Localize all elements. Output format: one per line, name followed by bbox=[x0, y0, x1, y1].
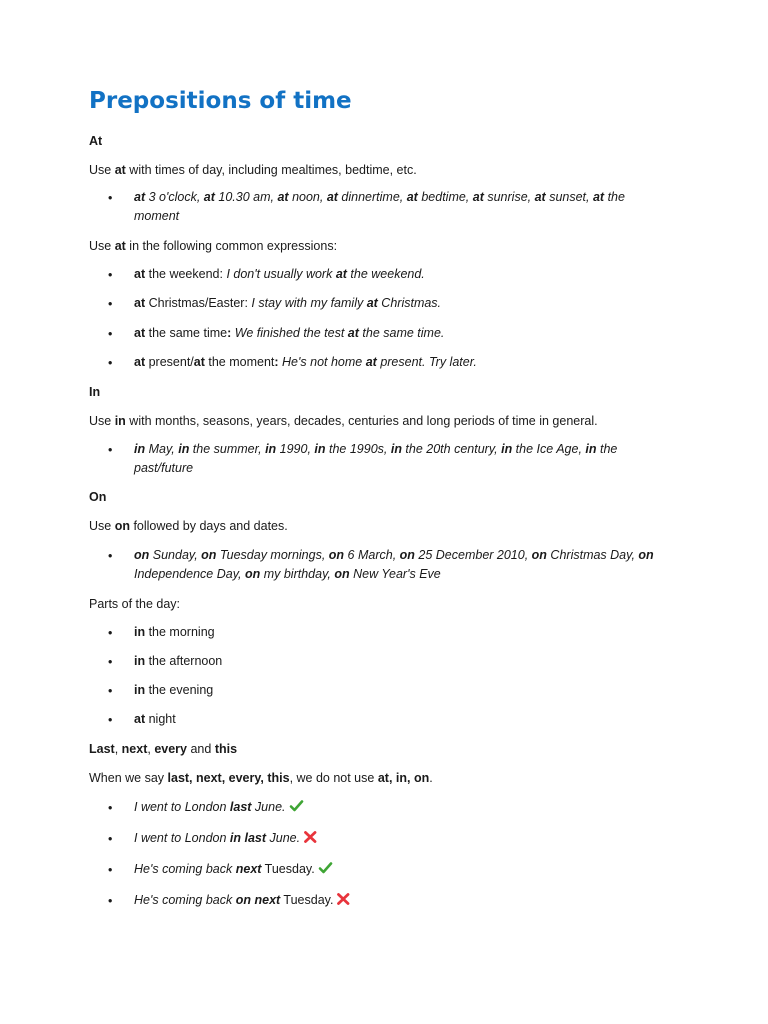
on-examples: on Sunday, on Tuesday mornings, on 6 March, on 25 December 2010, on Christmas Day, on Independence Day, on my birthday, on New Year's Eve bbox=[134, 548, 654, 581]
bullet-icon: • bbox=[108, 443, 113, 457]
section-heading-at: At bbox=[89, 134, 103, 148]
bullet-icon: • bbox=[108, 832, 113, 846]
bullet-icon: • bbox=[108, 863, 113, 877]
at-expression-item: at present/at the moment: He's not home at present. Try later. bbox=[134, 355, 477, 369]
bullet-icon: • bbox=[108, 801, 113, 815]
usage-example: I went to London in last June. bbox=[134, 829, 662, 848]
part-of-day-item: in the morning bbox=[134, 625, 215, 639]
bullet-icon: • bbox=[108, 268, 113, 282]
at-examples: at 3 o'clock, at 10.30 am, at noon, at dinnertime, at bedtime, at sunrise, at sunset, at the moment bbox=[134, 190, 625, 223]
page-title: Prepositions of time bbox=[89, 88, 352, 114]
at-intro: Use at with times of day, including mealtimes, bedtime, etc. bbox=[89, 163, 417, 177]
at-expressions-intro: Use at in the following common expressions: bbox=[89, 239, 338, 253]
bullet-icon: • bbox=[108, 626, 113, 640]
check-icon bbox=[318, 861, 333, 875]
section-heading-on: On bbox=[89, 490, 107, 504]
at-expression-item: at Christmas/Easter: I stay with my family at Christmas. bbox=[134, 296, 442, 310]
check-icon bbox=[289, 799, 304, 813]
bullet-icon: • bbox=[108, 894, 113, 908]
on-intro: Use on followed by days and dates. bbox=[89, 519, 288, 533]
in-intro: Use in with months, seasons, years, decades, centuries and long periods of time in general. bbox=[89, 414, 598, 428]
bullet-icon: • bbox=[108, 327, 113, 341]
last-next-intro: When we say last, next, every, this, we do not use at, in, on. bbox=[89, 771, 433, 785]
bullet-icon: • bbox=[108, 549, 113, 563]
bullet-icon: • bbox=[108, 297, 113, 311]
usage-example: He's coming back on next Tuesday. bbox=[134, 891, 662, 910]
bullet-icon: • bbox=[108, 191, 113, 205]
in-examples: in May, in the summer, in 1990, in the 1990s, in the 20th century, in the Ice Age, in the past/future bbox=[134, 442, 618, 475]
at-expression-item: at the same time: We finished the test at the same time. bbox=[134, 326, 445, 340]
parts-of-day-intro: Parts of the day: bbox=[89, 597, 181, 611]
usage-example: He's coming back next Tuesday. bbox=[134, 860, 662, 879]
section-heading-in: In bbox=[89, 385, 101, 399]
part-of-day-item: in the afternoon bbox=[134, 654, 223, 668]
bullet-icon: • bbox=[108, 684, 113, 698]
part-of-day-item: in the evening bbox=[134, 683, 214, 697]
bullet-icon: • bbox=[108, 356, 113, 370]
bullet-icon: • bbox=[108, 713, 113, 727]
at-expression-item: at the weekend: I don't usually work at the weekend. bbox=[134, 267, 425, 281]
cross-icon bbox=[303, 830, 318, 844]
section-heading-last-next: Last, next, every and this bbox=[89, 742, 238, 756]
cross-icon bbox=[336, 892, 351, 906]
bullet-icon: • bbox=[108, 655, 113, 669]
usage-example: I went to London last June. bbox=[134, 798, 662, 817]
part-of-day-item: at night bbox=[134, 712, 176, 726]
